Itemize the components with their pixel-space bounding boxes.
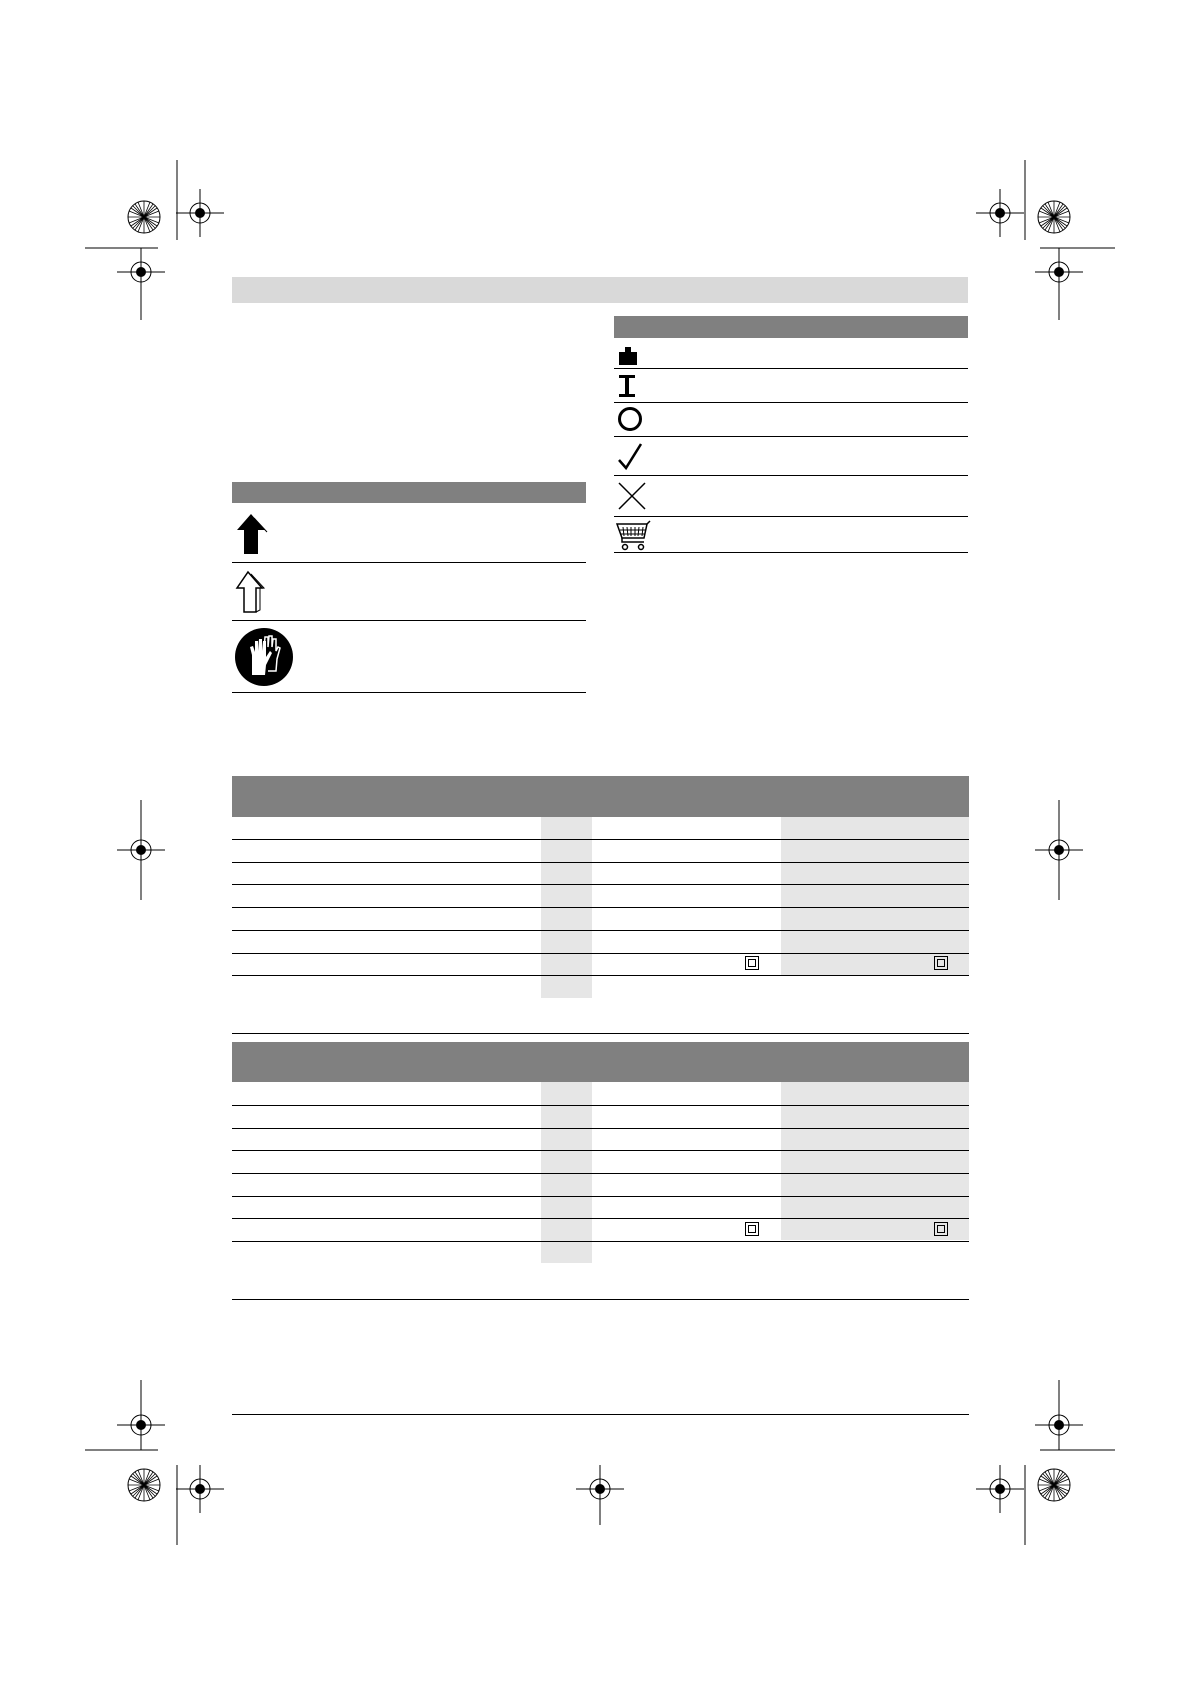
spec-table-2-header [232,1042,969,1082]
double-square-icon [934,956,948,975]
row-divider [614,436,968,437]
spec-table-1-value-column-2 [781,817,969,975]
row-divider [614,368,968,369]
symbol-table-header [614,316,968,338]
spec-table-1-header [232,776,969,817]
row-divider [614,552,968,553]
circle-icon [617,406,643,437]
checkmark-icon [617,442,645,477]
weight-icon [617,344,639,371]
row-divider [614,475,968,476]
gloves-icon [234,627,294,692]
solid-arrow-up-icon [234,512,268,561]
table-row [232,862,969,863]
table-row [232,907,969,908]
table-row [232,1196,969,1197]
table-row [232,839,969,840]
table-row [232,884,969,885]
double-square-icon [934,1222,948,1241]
width-i-beam-icon [617,374,639,403]
table-row [232,975,969,976]
table-row [232,1241,969,1242]
table-row [232,953,969,954]
row-divider [232,620,586,621]
row-divider [232,562,586,563]
table-row [232,1218,969,1219]
warning-table-header [232,482,586,503]
outline-arrow-up-icon [234,570,268,619]
row-divider [614,516,968,517]
spec-table-1-bottom-rule [232,1033,969,1034]
row-divider [232,692,586,693]
table-row [232,1105,969,1106]
row-divider [614,402,968,403]
table-row [232,930,969,931]
spec-table-2-bottom-rule [232,1299,969,1300]
cross-icon [617,481,647,516]
page-header-bar [232,277,968,303]
footer-rule [232,1414,969,1415]
table-row [232,1128,969,1129]
table-row [232,1150,969,1151]
double-square-icon [745,956,759,975]
table-row [232,1173,969,1174]
double-square-icon [745,1222,759,1241]
